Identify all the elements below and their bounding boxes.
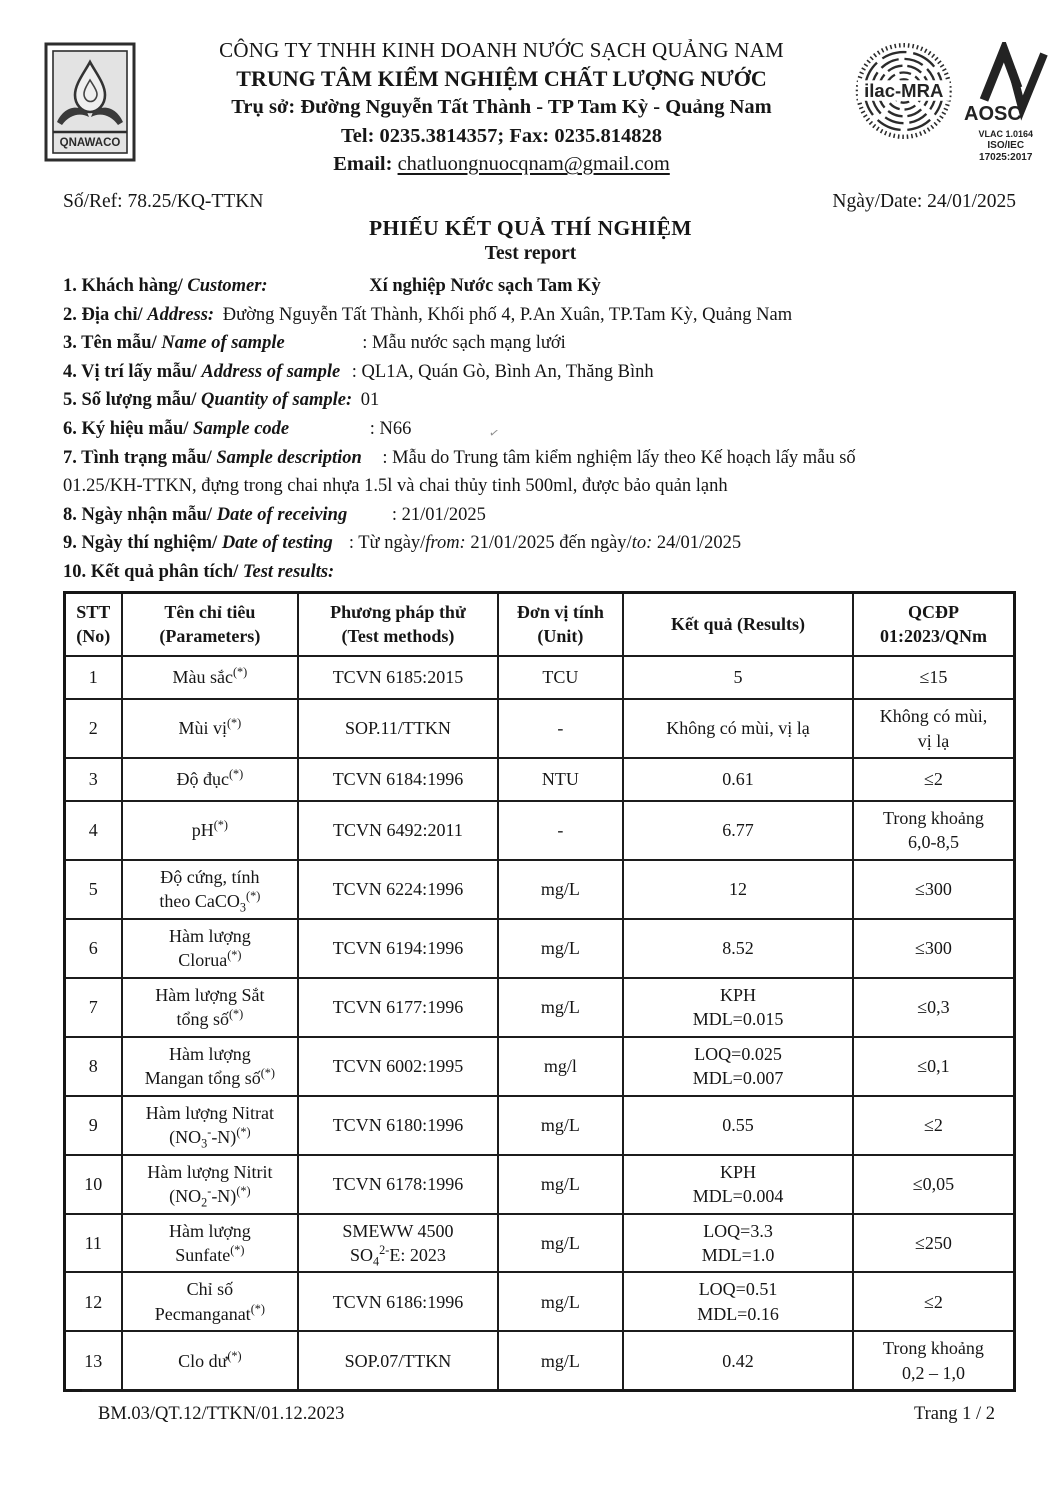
cell-parameter: Độ cứng, tính theo CaCO$_3$(*) (122, 860, 299, 919)
page-footer (98, 1404, 995, 1425)
info-address: 2. Địa chỉ/ Address: Đường Nguyễn Tất Thành, Khối phố 4, P.An Xuân, TP.Tam Kỳ, Quảng Nam (63, 304, 793, 325)
cell-no: 6 (65, 919, 122, 978)
cell-unit: mg/L (498, 919, 623, 978)
cell-no: 8 (65, 1037, 122, 1096)
table-row (65, 1214, 1015, 1273)
cell-unit: NTU (498, 758, 623, 801)
table-row (65, 801, 1015, 860)
date-testing-value: 24/01/2025 (652, 533, 742, 554)
results-table-wrap (63, 591, 1016, 1393)
cell-parameter: Hàm lượng Sắt tổng số(*) (122, 978, 299, 1037)
cell-unit: mg/l (498, 1037, 623, 1096)
cell-limit: ≤0,1 (853, 1037, 1015, 1096)
cell-result: 0.42 (623, 1331, 853, 1390)
column-header: Kết quả (Results) (623, 592, 853, 656)
cell-unit: mg/L (498, 1155, 623, 1214)
column-header: Tên chỉ tiêu (Parameters) (122, 592, 299, 656)
cell-method: TCVN 6492:2011 (298, 801, 498, 860)
qnawaco-logo-text: QNAWACO (59, 137, 121, 149)
aosc-text: AOSC (963, 103, 1022, 124)
company-name: CÔNG TY TNHH KINH DOANH NƯỚC SẠCH QUẢNG NAM (219, 38, 784, 62)
ilac-mra-text: ilac-MRA (864, 79, 944, 101)
cell-no: 4 (65, 801, 122, 860)
page-subtitle: Test report (484, 243, 577, 264)
cell-unit: mg/L (498, 1331, 623, 1390)
cell-result: KPH MDL=0.004 (623, 1155, 853, 1214)
results-table (63, 591, 1016, 1393)
ref-number: Số/Ref: 78.25/KQ-TTKN (63, 191, 264, 212)
email-line (148, 150, 855, 179)
sample-description-value: : Mẫu do Trung tâm kiểm nghiệm lấy theo Kế hoạch lấy mẫu số 01.25/KH-TTKN, đựng trong chai nhựa 1.5l và chai thủy tinh 500ml, được bảo quản lạnh (63, 447, 856, 497)
tel-fax-line: Tel: 0235.3814357; Fax: 0235.814828 (341, 125, 662, 147)
cell-limit: ≤2 (853, 1096, 1015, 1155)
cell-limit: ≤300 (853, 919, 1015, 978)
qnawaco-logo (44, 34, 148, 167)
address-value: Đường Nguyễn Tất Thành, Khối phố 4, P.An Xuân, TP.Tam Kỳ, Quảng Nam (222, 304, 793, 325)
cell-parameter: Chỉ số Pecmanganat(*) (122, 1272, 299, 1331)
cell-unit: - (498, 699, 623, 758)
cell-parameter: Độ đục(*) (122, 758, 299, 801)
info-quantity: 5. Số lượng mẫu/ Quantity of sample: 01 (63, 390, 380, 411)
cell-limit: Không có mùi, vị lạ (853, 699, 1015, 758)
cell-unit: - (498, 801, 623, 860)
table-row (65, 1155, 1015, 1214)
info-customer: 1. Khách hàng/ Customer: Xí nghiệp Nước sạch Tam Kỳ (63, 276, 601, 296)
cell-parameter: Hàm lượng Nitrit $(NO_2^--N)^{(*)}$ (122, 1155, 299, 1214)
cell-unit: TCU (498, 656, 623, 699)
info-date-receiving: 8. Ngày nhận mẫu/ Date of receiving : 21/01/2025 (63, 504, 486, 525)
cell-method: TCVN 6184:1996 (298, 758, 498, 801)
cell-limit: ≤2 (853, 758, 1015, 801)
cell-unit: mg/L (498, 1272, 623, 1331)
table-row (65, 1096, 1015, 1155)
ref-row (63, 191, 1016, 213)
table-bottom-rule (82, 1389, 500, 1392)
cell-parameter: Hàm lượng Sunfate(*) (122, 1214, 299, 1273)
cell-result: 0.55 (623, 1096, 853, 1155)
cell-no: 12 (65, 1272, 122, 1331)
cell-limit: ≤0,05 (853, 1155, 1015, 1214)
cell-limit: ≤0,3 (853, 978, 1015, 1037)
cell-result: 6.77 (623, 801, 853, 860)
sample-code-value: : N66 (369, 418, 412, 439)
cell-result: Không có mùi, vị lạ (623, 699, 853, 758)
cell-result: LOQ=0.025 MDL=0.007 (623, 1037, 853, 1096)
sample-address-value: : QL1A, Quán Gò, Bình An, Thăng Bình (351, 361, 654, 382)
cell-no: 13 (65, 1331, 122, 1390)
cell-result: LOQ=0.51 MDL=0.16 (623, 1272, 853, 1331)
cell-no: 2 (65, 699, 122, 758)
info-sample-name: 3. Tên mẫu/ Name of sample : Mẫu nước sạch mạng lưới (63, 333, 566, 354)
qnawaco-logo-stamp (44, 42, 136, 162)
column-header: Phương pháp thử (Test methods) (298, 592, 498, 656)
cell-unit: mg/L (498, 1214, 623, 1273)
quantity-value: 01 (360, 390, 380, 411)
table-row (65, 699, 1015, 758)
cell-method: TCVN 6186:1996 (298, 1272, 498, 1331)
cell-no: 7 (65, 978, 122, 1037)
accreditation-logos (855, 34, 1051, 164)
cell-method: TCVN 6178:1996 (298, 1155, 498, 1214)
cell-parameter: Hàm lượng Nitrat $(NO_3^--N)^{(*)}$ (122, 1096, 299, 1155)
table-header-row (65, 592, 1015, 656)
page-number: Trang 1 / 2 (913, 1404, 995, 1425)
cell-parameter: Hàm lượng Mangan tổng số(*) (122, 1037, 299, 1096)
cell-parameter: Hàm lượng Clorua(*) (122, 919, 299, 978)
cell-method: TCVN 6180:1996 (298, 1096, 498, 1155)
cell-limit: ≤300 (853, 860, 1015, 919)
table-row (65, 758, 1015, 801)
cell-parameter: Mùi vị(*) (122, 699, 299, 758)
aosc-check-icon (1012, 54, 1044, 108)
head-office-address: Trụ sở: Đường Nguyễn Tất Thành - TP Tam Kỳ - Quảng Nam (231, 96, 772, 118)
sample-name-value: : Mẫu nước sạch mạng lưới (362, 333, 566, 354)
cell-no: 10 (65, 1155, 122, 1214)
center-name: TRUNG TÂM KIỂM NGHIỆM CHẤT LƯỢNG NƯỚC (236, 66, 767, 91)
cell-method: TCVN 6185:2015 (298, 656, 498, 699)
info-test-results-heading: 10. Kết quả phân tích/ Test results: (63, 561, 335, 582)
customer-value: Xí nghiệp Nước sạch Tam Kỳ (369, 276, 601, 296)
info-sample-address: 4. Vị trí lấy mẫu/ Address of sample : QL1A, Quán Gò, Bình An, Thăng Bình (63, 361, 654, 382)
cell-method: SOP.11/TTKN (298, 699, 498, 758)
cell-parameter: Clo dư(*) (122, 1331, 299, 1390)
table-row (65, 978, 1015, 1037)
aosc-logo (964, 42, 1048, 124)
table-row (65, 1331, 1015, 1390)
cell-method: SOP.07/TTKN (298, 1331, 498, 1390)
cell-result: KPH MDL=0.015 (623, 978, 853, 1037)
column-header: STT (No) (65, 592, 122, 656)
cell-limit: Trong khoảng 0,2 – 1,0 (853, 1331, 1015, 1390)
ilac-mra-logo (855, 40, 952, 144)
cell-result: LOQ=3.3 MDL=1.0 (623, 1214, 853, 1273)
cell-parameter: pH(*) (122, 801, 299, 860)
column-header: Đơn vị tính (Unit) (498, 592, 623, 656)
cell-method: TCVN 6194:1996 (298, 919, 498, 978)
doc-date: Ngày/Date: 24/01/2025 (832, 191, 1016, 212)
page-title: PHIẾU KẾT QUẢ THÍ NGHIỆM (369, 216, 692, 240)
cell-limit: ≤2 (853, 1272, 1015, 1331)
pencil-tick-mark: ✓ (487, 425, 501, 441)
aosc-logo-block (960, 40, 1051, 164)
cell-parameter: Màu sắc(*) (122, 656, 299, 699)
table-row (65, 656, 1015, 699)
cell-method: TCVN 6177:1996 (298, 978, 498, 1037)
form-code: BM.03/QT.12/TTKN/01.12.2023 (98, 1404, 345, 1425)
date-receiving-value: : 21/01/2025 (391, 504, 486, 525)
letterhead-text (148, 34, 855, 179)
cell-no: 9 (65, 1096, 122, 1155)
iso-standard: ISO/IEC 17025:2017 (979, 140, 1033, 163)
cell-limit: ≤250 (853, 1214, 1015, 1273)
cell-method: SMEWW 4500 $SO_4^{2-}E$: 2023 (298, 1214, 498, 1273)
cell-method: TCVN 6224:1996 (298, 860, 498, 919)
info-date-testing: 9. Ngày thí nghiệm/ Date of testing : Từ ngày/from: 21/01/2025 đến ngày/to: 24/01/2025 (63, 533, 742, 554)
cell-no: 11 (65, 1214, 122, 1273)
cell-result: 0.61 (623, 758, 853, 801)
cell-no: 3 (65, 758, 122, 801)
cell-method: TCVN 6002:1995 (298, 1037, 498, 1096)
cell-result: 5 (623, 656, 853, 699)
cell-result: 8.52 (623, 919, 853, 978)
cell-limit: ≤15 (853, 656, 1015, 699)
cell-limit: Trong khoảng 6,0-8,5 (853, 801, 1015, 860)
table-row (65, 919, 1015, 978)
cell-unit: mg/L (498, 860, 623, 919)
info-sample-code: 6. Ký hiệu mẫu/ Sample code : N66 (63, 418, 412, 439)
email-label: Email: (333, 153, 393, 175)
table-row (65, 860, 1015, 919)
letterhead (0, 34, 1061, 179)
cell-no: 1 (65, 656, 122, 699)
sample-info (63, 272, 1016, 587)
cell-no: 5 (65, 860, 122, 919)
table-row (65, 1037, 1015, 1096)
cell-unit: mg/L (498, 978, 623, 1037)
cell-result: 12 (623, 860, 853, 919)
table-row (65, 1272, 1015, 1331)
cell-unit: mg/L (498, 1096, 623, 1155)
info-sample-description: 7. Tình trạng mẫu/ Sample description : Mẫu do Trung tâm kiểm nghiệm lấy theo Kế hoạch lấy mẫu số 01.25/KH-TTKN, đựng trong chai nhựa 1.5l và chai thủy tinh 500ml, được bảo quản lạnh (63, 447, 856, 497)
email-address[interactable]: chatluongnuocqnam@gmail.com (397, 153, 670, 175)
column-header: QCĐP 01:2023/QNm (853, 592, 1015, 656)
vlac-code: VLAC 1.0164 (978, 129, 1033, 139)
